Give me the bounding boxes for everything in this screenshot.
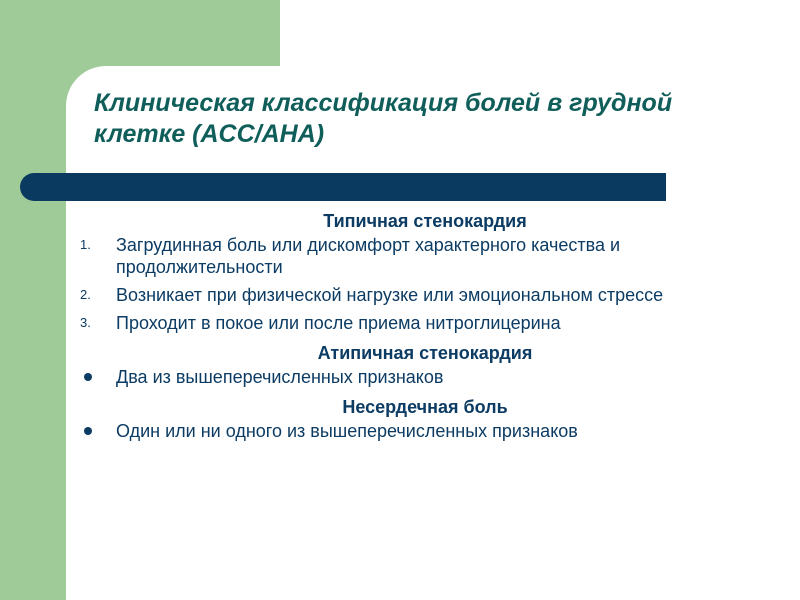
list-item xyxy=(80,420,770,442)
slide-title: Клиническая классификация болей в грудной клетке (ACC/AHA) xyxy=(94,89,673,148)
title-underline-bar xyxy=(20,173,666,201)
slide-body xyxy=(80,208,770,448)
section-heading-atypical: Атипичная стенокардия xyxy=(317,343,533,363)
list-item-text: Возникает при физической нагрузке или эмоциональном стрессе xyxy=(116,285,664,305)
list-item-text: Загрудинная боль или дискомфорт характерного качества и продолжительности xyxy=(116,235,621,277)
list-item xyxy=(80,366,770,388)
list-number: 2. xyxy=(80,287,91,302)
list-item-text: Два из вышеперечисленных признаков xyxy=(116,367,444,387)
list-item xyxy=(80,312,770,334)
bullet-dot-icon xyxy=(84,373,92,381)
list-item-text: Один или ни одного из вышеперечисленных признаков xyxy=(116,421,578,441)
list-item xyxy=(80,284,770,306)
bullet-dot-icon xyxy=(84,427,92,435)
section-heading-noncardiac: Несердечная боль xyxy=(342,397,508,417)
list-number: 3. xyxy=(80,315,91,330)
section-heading-typical: Типичная стенокардия xyxy=(323,211,527,231)
list-item xyxy=(80,234,770,278)
list-item-text: Проходит в покое или после приема нитроглицерина xyxy=(116,313,561,333)
list-number: 1. xyxy=(80,237,91,252)
